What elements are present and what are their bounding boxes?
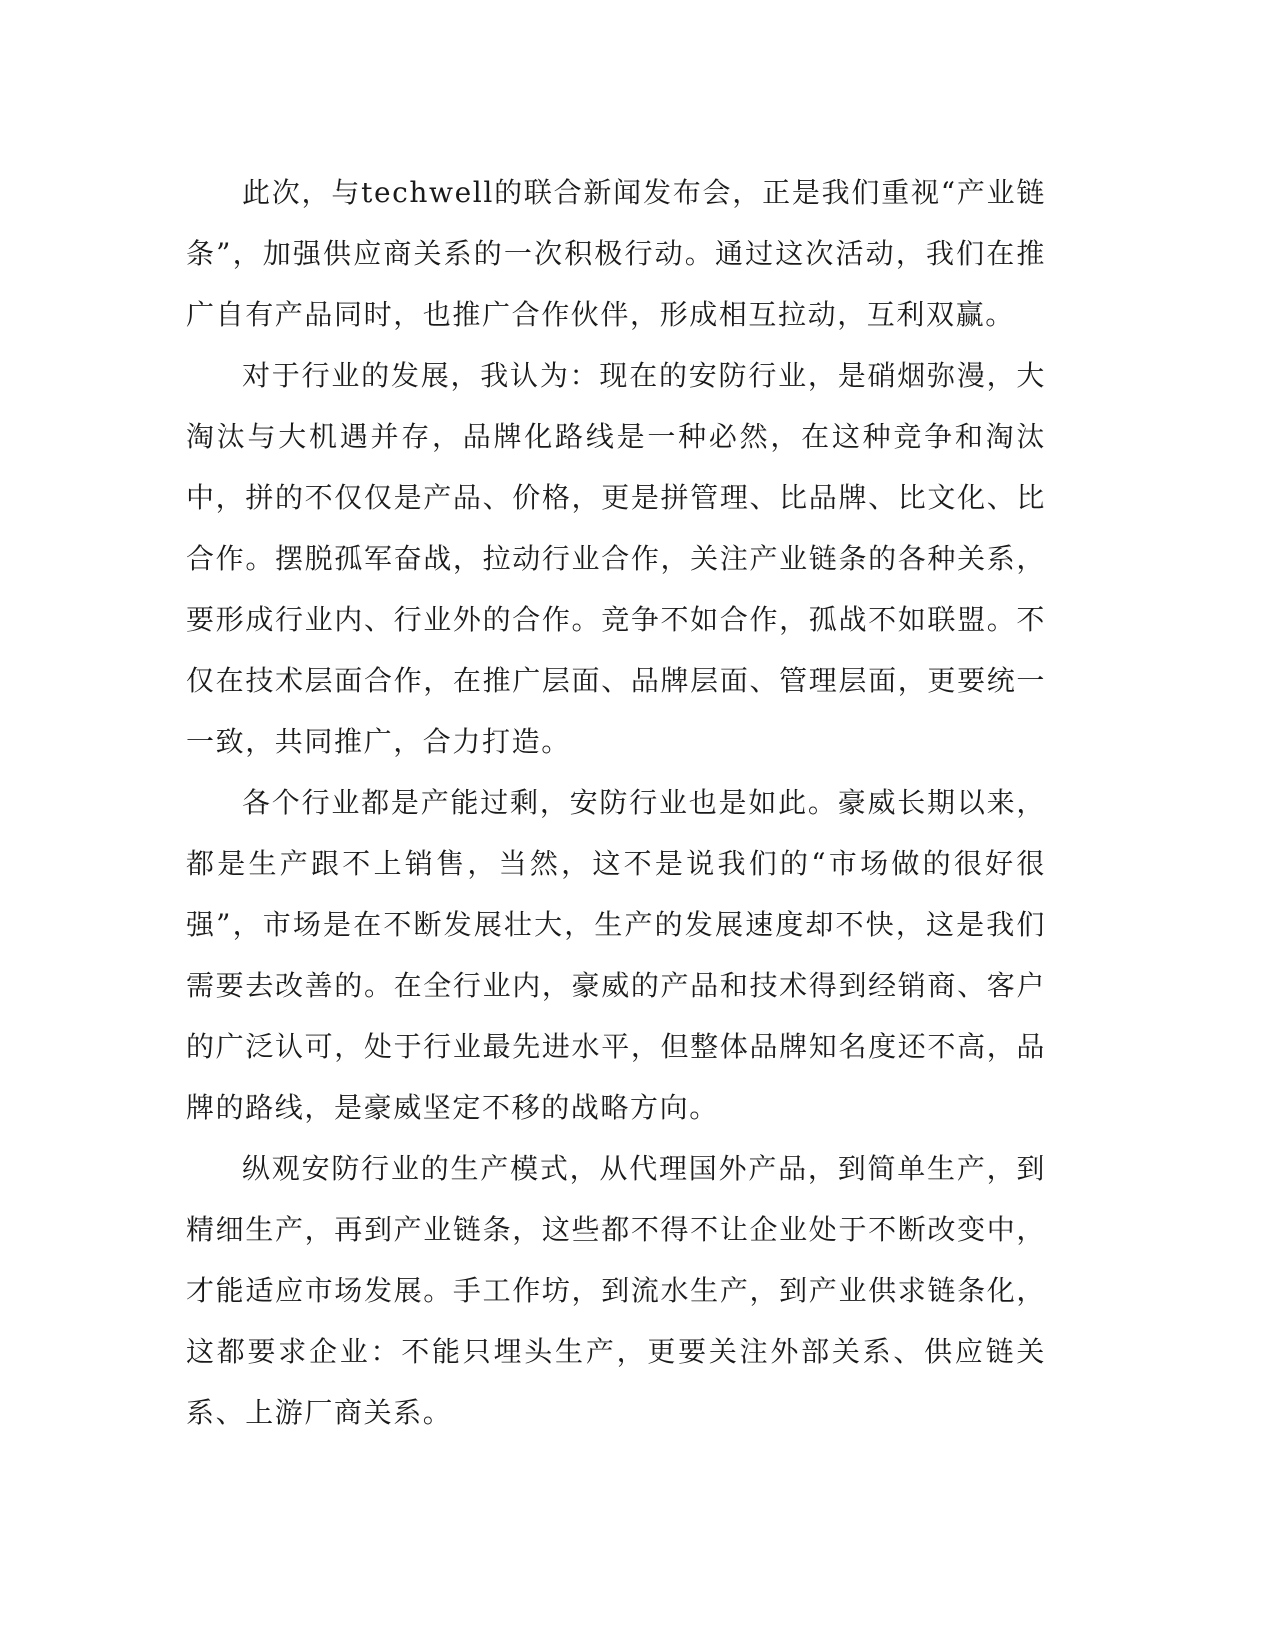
document-body	[186, 162, 1046, 1443]
paragraph-3: 各个行业都是产能过剩，安防行业也是如此。豪威长期以来，都是生产跟不上销售，当然，这不是说我们的“市场做的很好很强”，市场是在不断发展壮大，生产的发展速度却不快，这是我们需要去改善的。在全行业内，豪威的产品和技术得到经销商、客户的广泛认可，处于行业最先进水平，但整体品牌知名度还不高，品牌的路线，是豪威坚定不移的战略方向。	[186, 786, 1046, 1124]
paragraph-1: 此次，与techwell的联合新闻发布会，正是我们重视“产业链条”，加强供应商关系的一次积极行动。通过这次活动，我们在推广自有产品同时，也推广合作伙伴，形成相互拉动，互利双赢。	[186, 176, 1046, 331]
paragraph-2: 对于行业的发展，我认为：现在的安防行业，是硝烟弥漫，大淘汰与大机遇并存，品牌化路线是一种必然，在这种竞争和淘汰中，拼的不仅仅是产品、价格，更是拼管理、比品牌、比文化、比合作。摆脱孤军奋战，拉动行业合作，关注产业链条的各种关系，要形成行业内、行业外的合作。竞争不如合作，孤战不如联盟。不仅在技术层面合作，在推广层面、品牌层面、管理层面，更要统一一致，共同推广，合力打造。	[186, 359, 1046, 758]
paragraph-4: 纵观安防行业的生产模式，从代理国外产品，到简单生产，到精细生产，再到产业链条，这些都不得不让企业处于不断改变中，才能适应市场发展。手工作坊，到流水生产，到产业供求链条化，这都要求企业：不能只埋头生产，更要关注外部关系、供应链关系、上游厂商关系。	[186, 1152, 1046, 1429]
